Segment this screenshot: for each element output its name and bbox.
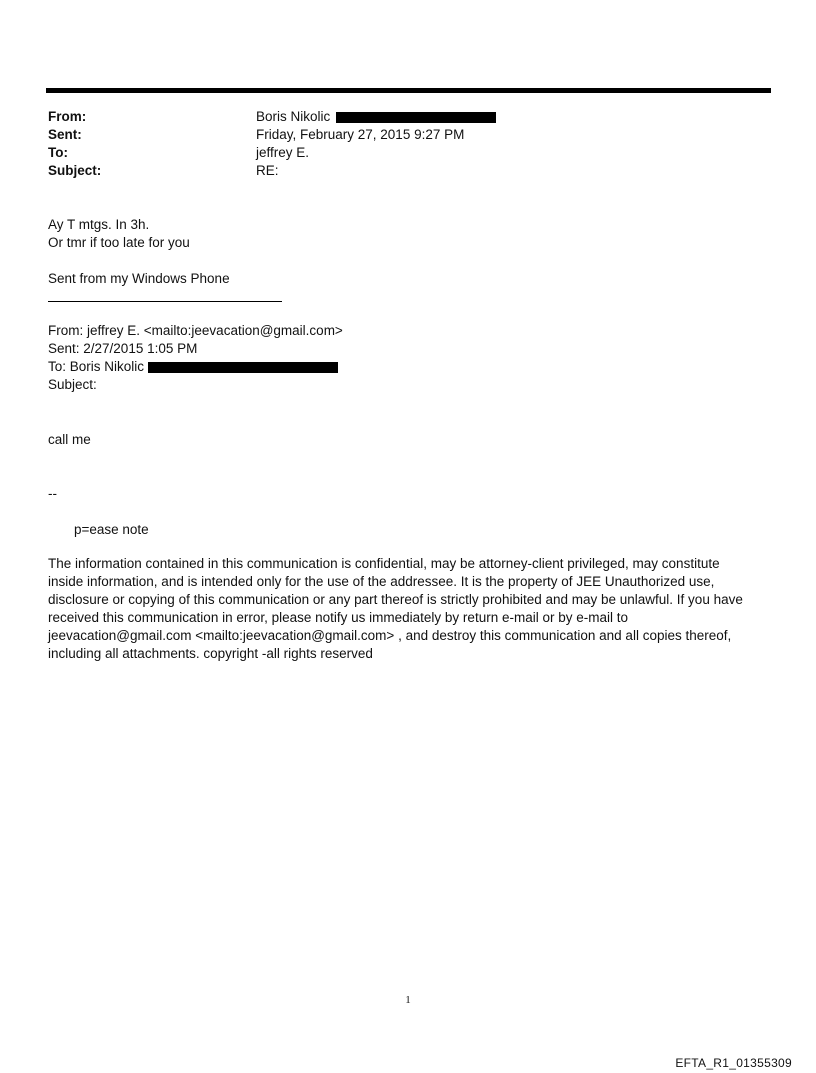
to-value: jeffrey E.: [256, 145, 310, 160]
signature-dashes: --: [48, 486, 57, 501]
quoted-sent: Sent: 2/27/2015 1:05 PM: [48, 341, 198, 356]
sent-value: Friday, February 27, 2015 9:27 PM: [256, 127, 465, 142]
quoted-body: call me: [48, 432, 91, 447]
signature: Sent from my Windows Phone: [48, 271, 230, 286]
quoted-to: To: Boris Nikolic: [48, 359, 145, 374]
document-id: EFTA_R1_01355309: [675, 1056, 792, 1070]
to-label: To:: [48, 145, 68, 160]
reply-line: Ay T mtgs. In 3h.: [48, 217, 150, 232]
header-rule: [46, 88, 771, 93]
reply-line: Or tmr if too late for you: [48, 235, 190, 250]
sent-row: [48, 126, 748, 144]
from-label: From:: [48, 109, 87, 124]
subject-value: RE:: [256, 163, 279, 178]
redaction-bar: [148, 362, 338, 373]
redaction-bar: [336, 112, 496, 123]
page-number: 1: [405, 994, 411, 1006]
from-value: Boris Nikolic: [256, 109, 331, 124]
quoted-from: From: jeffrey E. <mailto:jeevacation@gmail.com>: [48, 323, 343, 338]
quote-separator: [48, 301, 282, 302]
from-row: [48, 108, 748, 126]
confidentiality-disclaimer: The information contained in this communication is confidential, may be attorney-client privileged, may constitute inside information, and is intended only for the use of the addressee. It is the property of JEE Unauthorized use, disclosure or copying of this communication or any part thereof is strictly prohibited and may be unlawful. If you have received this communication in error, please notify us immediately by return e-mail or by e-mail to jeevacation@gmail.com <mailto:jeevacation@gmail.com> , and destroy this communication and all copies thereof, including all attachments. copyright -all rights reserved: [48, 556, 743, 661]
subject-label: Subject:: [48, 163, 102, 178]
quoted-subject: Subject:: [48, 377, 97, 392]
quoted-header: [48, 322, 343, 394]
subject-row: [48, 162, 748, 180]
note-line: p=ease note: [74, 522, 149, 537]
email-header: [48, 108, 748, 180]
to-row: [48, 144, 748, 162]
sent-label: Sent:: [48, 127, 82, 142]
quoted-to-row: [48, 358, 343, 376]
